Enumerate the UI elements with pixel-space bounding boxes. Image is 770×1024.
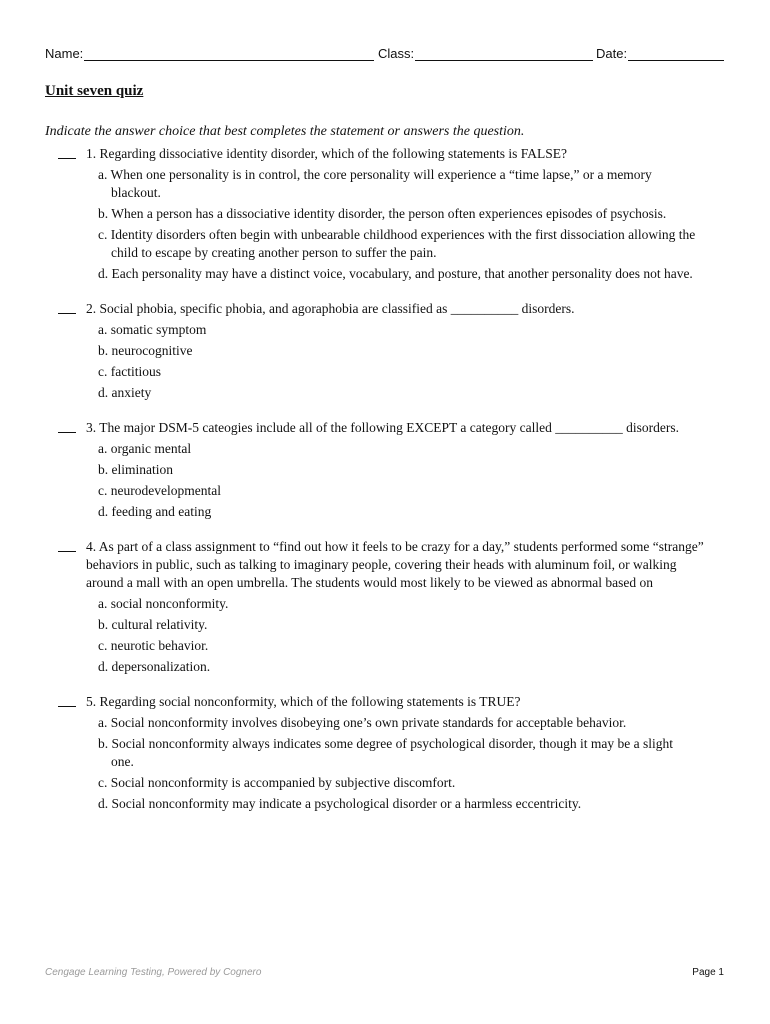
quiz-instructions: Indicate the answer choice that best completes the statement or answers the question. (45, 124, 525, 139)
name-field[interactable] (45, 46, 374, 61)
answer-option: c. neurodevelopmental (98, 483, 221, 498)
answer-option: d. Each personality may have a distinct voice, vocabulary, and posture, that another personality does not have. (98, 266, 693, 281)
footer-credit: Cengage Learning Testing, Powered by Cognero (45, 967, 262, 978)
answer-option: b. neurocognitive (98, 343, 193, 358)
answer-blank[interactable] (58, 145, 76, 159)
question-text: 2. Social phobia, specific phobia, and agoraphobia are classified as __________ disorders. (86, 301, 575, 316)
question-text: 3. The major DSM-5 cateogies include all of the following EXCEPT a category called __________ disorders. (86, 420, 679, 435)
question-2 (0, 300, 770, 402)
answer-option: b. Social nonconformity always indicates some degree of psychological disorder, though it may be a slight one. (98, 736, 673, 769)
answer-option: d. depersonalization. (98, 659, 211, 674)
answer-options (98, 595, 698, 676)
student-info-header (45, 46, 725, 66)
answer-option: a. organic mental (98, 441, 192, 456)
answer-blank[interactable] (58, 538, 76, 552)
answer-option: a. Social nonconformity involves disobeying one’s own private standards for acceptable behavior. (98, 715, 627, 730)
question-5 (0, 693, 770, 813)
answer-blank[interactable] (58, 300, 76, 314)
answer-option: c. Social nonconformity is accompanied by subjective discomfort. (98, 775, 456, 790)
answer-option: d. Social nonconformity may indicate a psychological disorder or a harmless eccentricity. (98, 796, 582, 811)
answer-option: c. neurotic behavior. (98, 638, 209, 653)
answer-option: a. When one personality is in control, the core personality will experience a “time lapse,” or a memory blackout. (98, 167, 652, 200)
answer-options (98, 440, 698, 521)
name-blank-line[interactable] (84, 46, 374, 61)
question-3 (0, 419, 770, 521)
date-field[interactable] (596, 46, 724, 61)
question-text: 1. Regarding dissociative identity disorder, which of the following statements is FALSE? (86, 146, 568, 161)
class-label: Class: (378, 46, 415, 61)
answer-option: d. anxiety (98, 385, 152, 400)
answer-blank[interactable] (58, 693, 76, 707)
date-label: Date: (596, 46, 628, 61)
answer-option: a. somatic symptom (98, 322, 207, 337)
answer-options (98, 714, 698, 813)
question-text: 4. As part of a class assignment to “find out how it feels to be crazy for a day,” students performed some “strange” behaviors in public, such as talking to imaginary people, covering their heads with aluminum foil, or walking around a mall with an open umbrella. The students would most likely to be viewed as abnormal based on (86, 539, 704, 590)
answer-option: c. Identity disorders often begin with unbearable childhood experiences with the first dissociation allowing the child to escape by creating another person to suffer the pain. (98, 227, 696, 260)
question-text: 5. Regarding social nonconformity, which of the following statements is TRUE? (86, 694, 521, 709)
answer-blank[interactable] (58, 419, 76, 433)
answer-option: d. feeding and eating (98, 504, 212, 519)
answer-options (98, 166, 698, 283)
page-number: Page 1 (692, 967, 724, 978)
answer-option: b. elimination (98, 462, 173, 477)
class-blank-line[interactable] (415, 46, 593, 61)
question-list (0, 145, 770, 830)
answer-option: c. factitious (98, 364, 161, 379)
question-4 (0, 538, 770, 676)
answer-options (98, 321, 698, 402)
class-field[interactable] (378, 46, 593, 61)
quiz-title: Unit seven quiz (45, 83, 144, 99)
answer-option: a. social nonconformity. (98, 596, 229, 611)
date-blank-line[interactable] (628, 46, 724, 61)
answer-option: b. cultural relativity. (98, 617, 208, 632)
name-label: Name: (45, 46, 84, 61)
question-1 (0, 145, 770, 283)
answer-option: b. When a person has a dissociative identity disorder, the person often experiences episodes of psychosis. (98, 206, 667, 221)
